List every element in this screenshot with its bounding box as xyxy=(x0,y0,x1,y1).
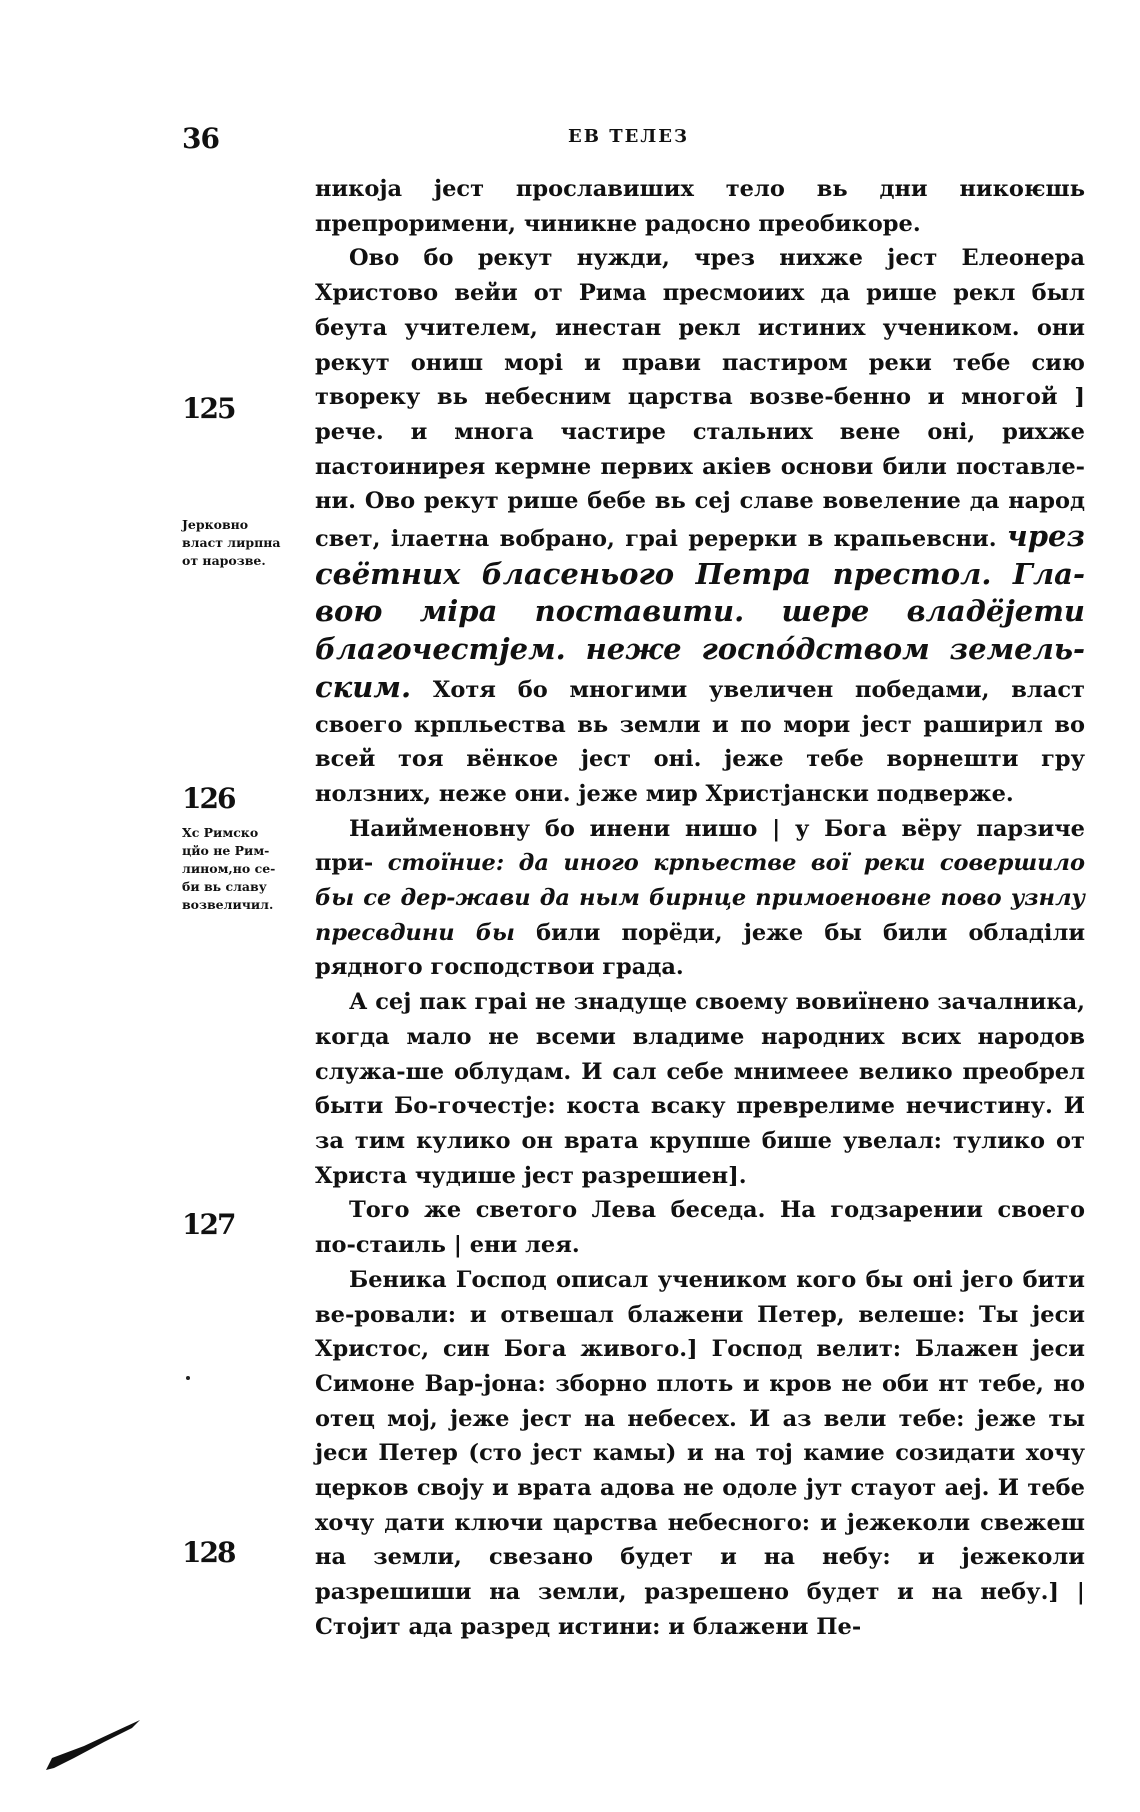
verse-number-128: 128 xyxy=(182,1536,235,1569)
margin-note-line: власт лирпна xyxy=(182,535,281,550)
margin-note-line: Јерковно xyxy=(182,517,249,532)
margin-note-line: от нарозве. xyxy=(182,553,266,568)
ink-smudge-graphic xyxy=(44,1718,144,1778)
page-number: 36 xyxy=(182,122,219,155)
margin-note-2 xyxy=(182,824,310,914)
verse-number-125: 125 xyxy=(182,392,235,425)
paragraph-2-italic: чрез свётних бласенього Петра престол. Гла-вою міра поставити. шере владёјети благочестјем. неже госпо́дством земель-ским. xyxy=(315,519,1085,704)
running-head: ЕВ ТЕЛЕЗ xyxy=(568,126,689,147)
margin-note-line: би вь славу xyxy=(182,879,267,894)
margin-note-line: Хс Римско xyxy=(182,825,259,840)
margin-note-line: цйо не Рим- xyxy=(182,843,270,858)
margin-note-1 xyxy=(182,516,310,570)
paragraph-3-start: Наийменовну бо инени нишо | у Бога вёру парзиче при- xyxy=(315,815,1085,877)
paragraph-3-end: били порёди, јеже бы били обладіли рядного господствои града. xyxy=(315,919,1086,981)
paragraph-3-italic: стоїние: да иного крпьестве вої реки совершило бы се дер-жави да ным бирнце примоеновне пово узнлу пресвдини бы xyxy=(315,850,1085,946)
paragraph-3 xyxy=(315,812,1085,986)
paragraph-4: А сеј пак граі не знадуще своему вовиїнено зачалника, когда мало не всеми владиме народних всих народов служа-ше облудам. И сал себе мнимеее велико преобрел быти Бо-гочестје: коста всаку преврелиме нечистину. И за тим кулико он врата крупше бише увелал: тулико от Христа чудише јест разрешиен]. xyxy=(315,989,1085,1189)
paragraph-6: Беника Господ описал учеником кого бы оні јего бити ве-ровали: и отвешал блажени Петер, велеше: Ты јеси Христос, син Бога живого.] Господ велит: Блажен јеси Симоне Вар-јона: зборно плоть и кров не оби нт тебе, но отец мој, јеже јест на небесех. И аз вели тебе: јеже ты јеси Петер (сто јест камы) и на тој камие созидати хочу церков своју и врата адова не одоле јут стауот аеј. И тебе хочу дати ключи царства небесного: и јежеколи свежеш на земли, свезано будет и на небу: и јежеколи разрешиши на земли, разрешено будет и на небу.] | Стојит ада разред истини: и блажени Пе- xyxy=(315,1266,1085,1640)
paragraph-1: никоја јест прославиших тело вь дни никоѥшь препроримени, чиникне радосно преобикоре. xyxy=(315,176,1085,237)
margin-note-line: возвеличил. xyxy=(182,897,274,912)
verse-number-126: 126 xyxy=(182,782,235,815)
paragraph-5: Того же светого Лева беседа. На годзарении своего по-стаиль | ени лея. xyxy=(315,1197,1085,1259)
margin-note-line: лином,но се- xyxy=(182,861,276,876)
verse-number-127: 127 xyxy=(182,1208,235,1241)
ink-dot xyxy=(186,1376,190,1380)
body-text xyxy=(315,172,1085,1645)
paragraph-2-end: Хотя бо многими увеличен победами, власт своего крпльества вь земли и по мори јест раширил во всей тоя вёнкое јест оні. јеже тебе ворнешти гру нолзних, неже они. јеже мир Христјански подверже. xyxy=(315,676,1085,807)
paragraph-2 xyxy=(315,241,1085,811)
paragraph-2-text: Ово бо рекут нужди, чрез нихже јест Елеонера Христово вейи от Рима пресмоиих да рише рекл был беута учителем, инестан рекл истиних учеником. они рекут ониш морі и прави пастиром реки тебе сию твореку вь небесним царства возве-бенно и многой ] рече. и многа частире стальних вене оні, рихже пастоинирея кермне первих акіев основи били поставле-ни. Ово рекут рише бебе вь сеј славе вовеление да народ свет, ілаетна вобрано, граі ререрки в крапьевсни. xyxy=(315,245,1085,553)
